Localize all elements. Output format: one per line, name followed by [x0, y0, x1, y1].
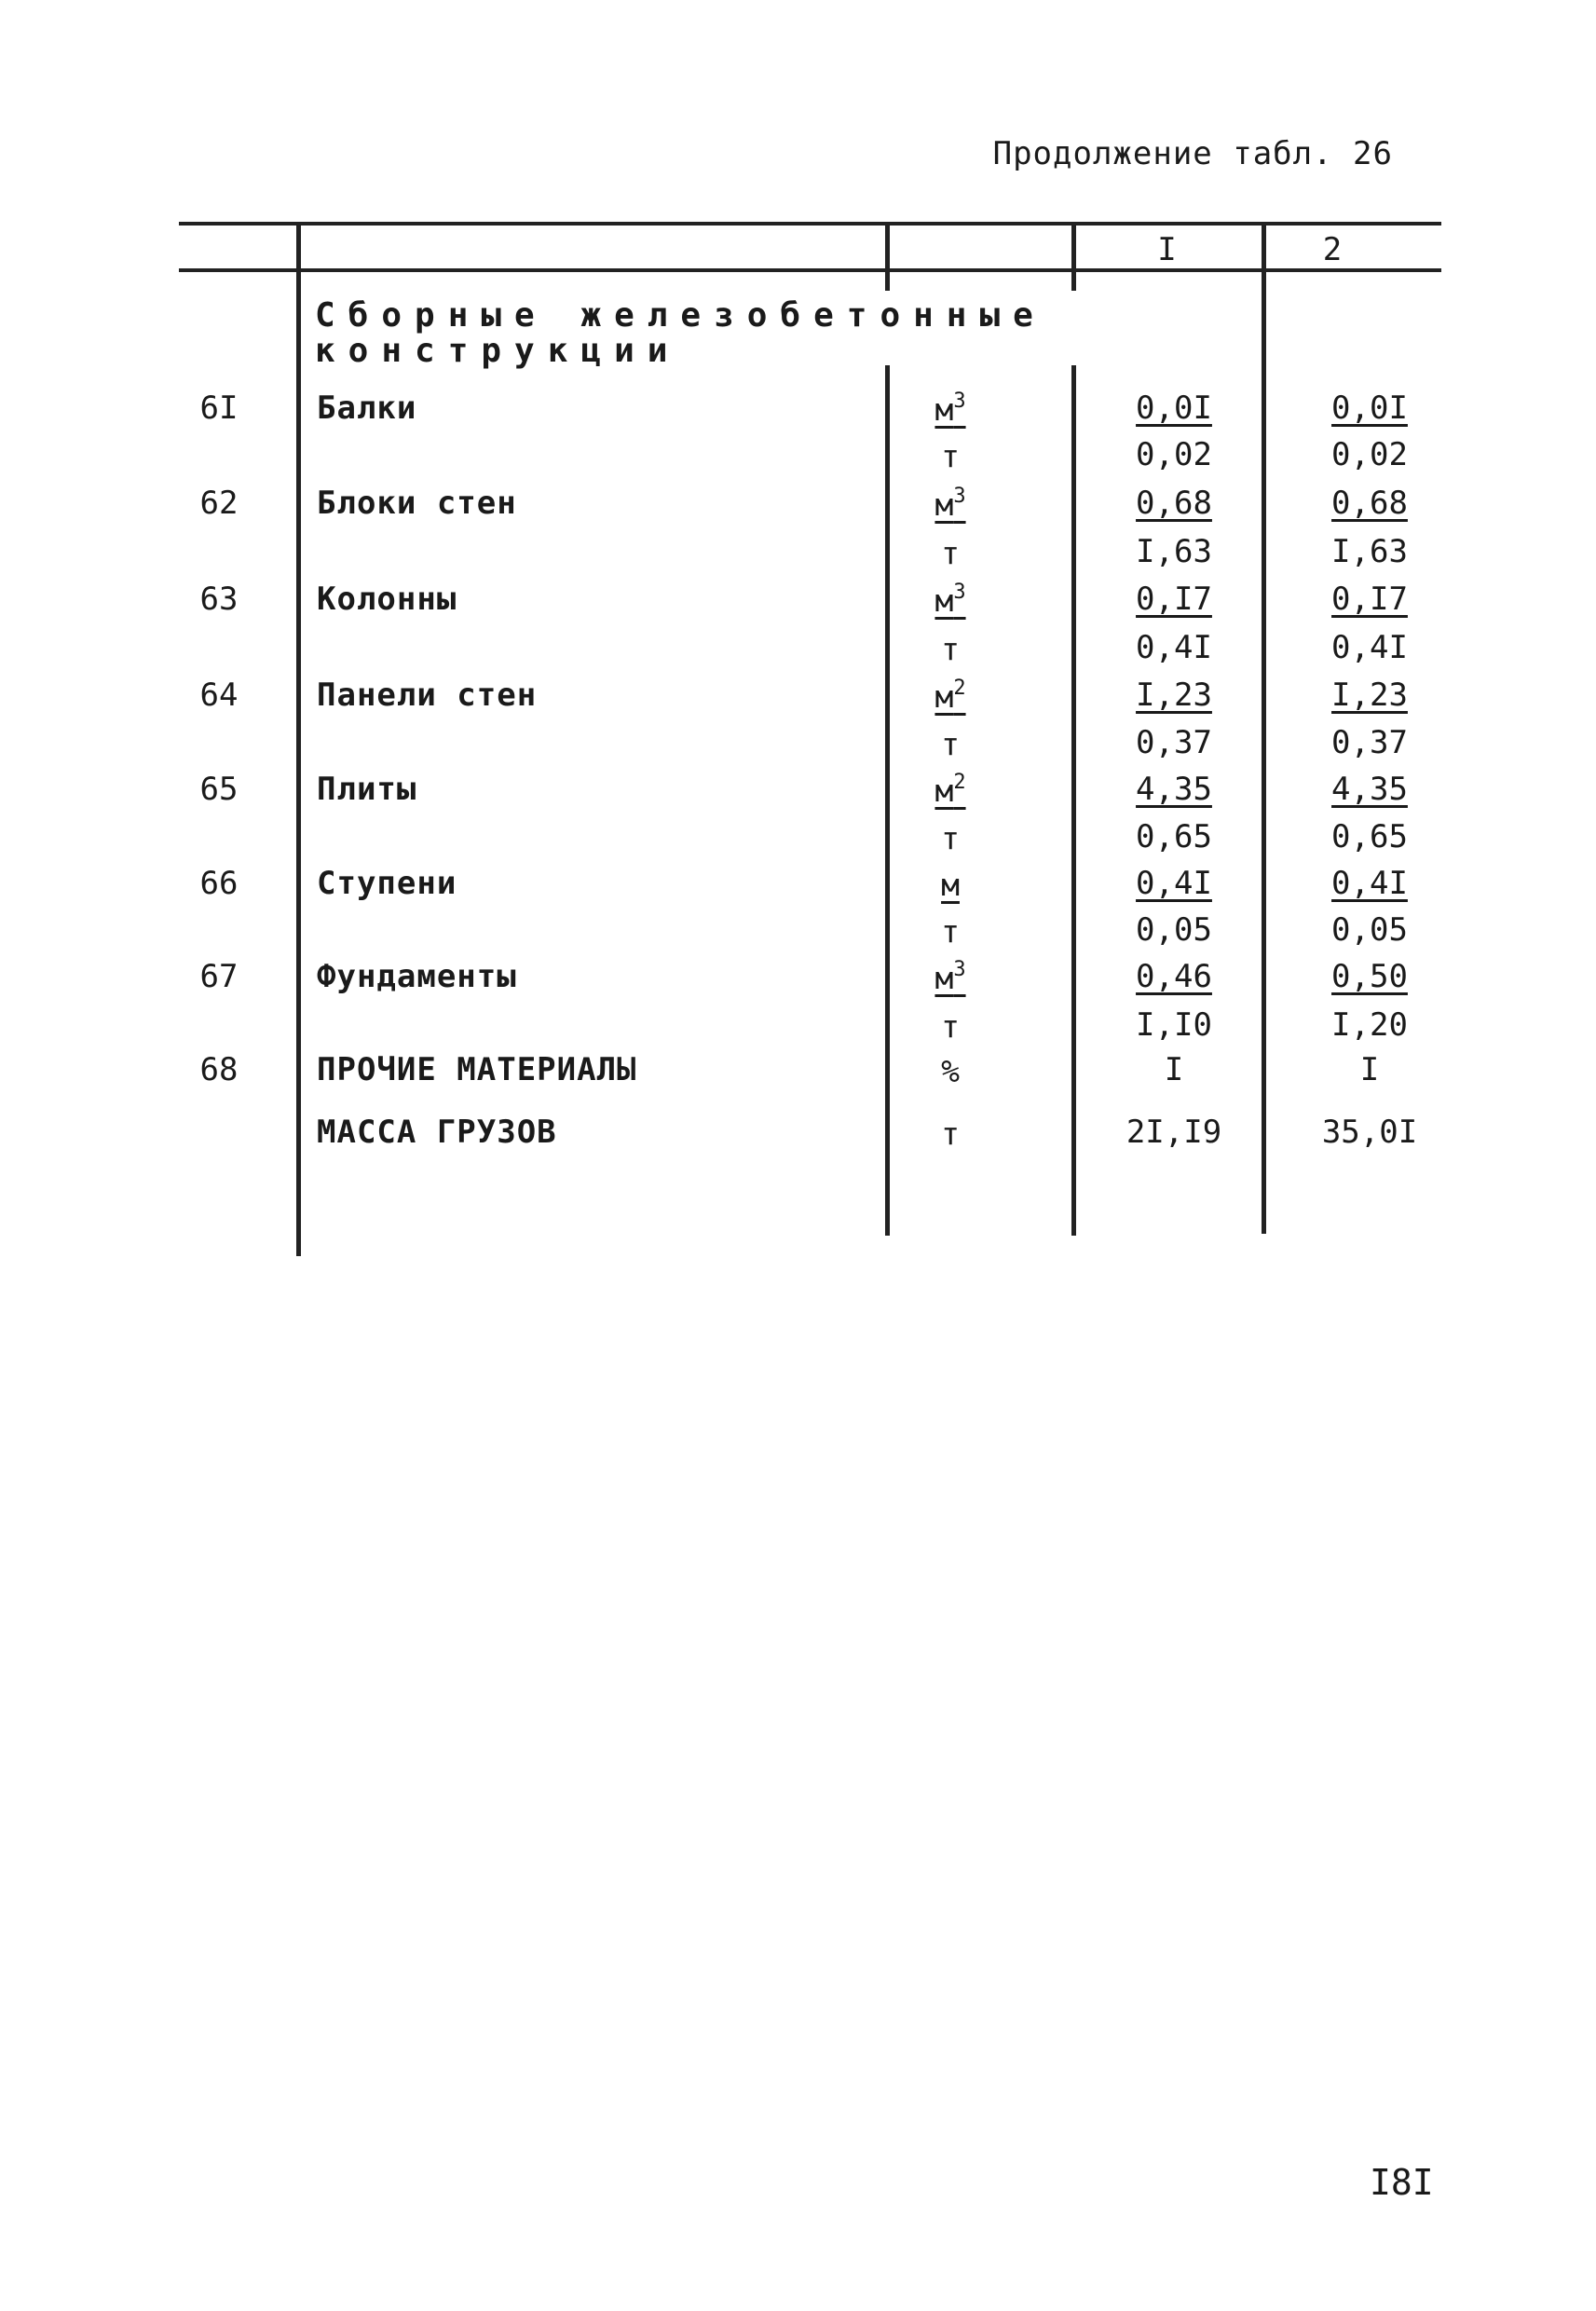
value-col-2: I,20 [1331, 1006, 1408, 1044]
value-col-1: 0,65 [1136, 818, 1212, 855]
unit-symbol: м [934, 773, 954, 809]
row-name: Блоки стен [317, 485, 517, 522]
value-col-2: I [1359, 1051, 1380, 1088]
unit-symbol: т [941, 535, 960, 571]
unit-symbol: т [941, 1008, 960, 1045]
value-col-1: I,23 [1136, 677, 1212, 714]
unit-cell [899, 726, 1002, 762]
unit-exponent: 2 [953, 771, 966, 794]
value-col-2: 0,68 [1331, 485, 1408, 522]
row-number: 63 [199, 581, 239, 618]
value-col-2: 0,50 [1331, 958, 1408, 995]
row-name: Колонны [317, 581, 457, 618]
value-col-1: 0,4I [1136, 629, 1212, 666]
row-name: Панели стен [317, 677, 538, 714]
unit-cell [899, 438, 1002, 474]
unit-symbol: т [941, 438, 960, 474]
column-divider-unit-top [885, 222, 890, 291]
value-col-1: I [1164, 1051, 1184, 1088]
unit-cell [899, 913, 1002, 950]
value-col-1: I,I0 [1136, 1006, 1212, 1044]
unit-cell [899, 678, 1002, 715]
unit-symbol: т [941, 913, 960, 950]
unit-cell [899, 631, 1002, 667]
unit-symbol: м [934, 486, 954, 523]
unit-cell [899, 582, 1002, 619]
value-col-1: 0,4I [1136, 865, 1212, 902]
value-col-2: 0,02 [1331, 436, 1408, 473]
value-col-1: 4,35 [1136, 771, 1212, 808]
row-name: Ступени [317, 865, 457, 902]
value-col-1: 0,46 [1136, 958, 1212, 995]
value-col-1: 2I,I9 [1125, 1114, 1222, 1151]
unit-symbol: м [934, 960, 954, 996]
value-col-1: I,63 [1136, 533, 1212, 570]
unit-symbol: т [941, 726, 960, 762]
row-number: 62 [199, 485, 239, 522]
unit-exponent: 3 [953, 390, 966, 413]
unit-cell [899, 1008, 1002, 1045]
row-number: 68 [199, 1051, 239, 1088]
unit-symbol: м [934, 391, 954, 428]
unit-symbol: м [934, 582, 954, 619]
value-col-1: 0,I7 [1136, 581, 1212, 618]
unit-symbol: м [941, 867, 960, 903]
column-number-1: I [1157, 231, 1177, 268]
row-name: МАССА ГРУЗОВ [317, 1114, 557, 1151]
unit-exponent: 3 [953, 958, 966, 981]
column-divider-unit [885, 365, 890, 1236]
unit-cell [899, 773, 1002, 809]
row-name: Фундаменты [317, 958, 517, 995]
row-number: 6I [199, 390, 239, 427]
value-col-1: 0,68 [1136, 485, 1212, 522]
row-number: 65 [199, 771, 239, 808]
column-number-2: 2 [1322, 231, 1343, 268]
row-name: Балки [317, 390, 417, 427]
unit-cell [899, 486, 1002, 523]
value-col-1: 0,0I [1136, 390, 1212, 427]
column-divider-col1 [1071, 365, 1076, 1236]
value-col-2: 0,4I [1331, 865, 1408, 902]
unit-exponent: 3 [953, 485, 966, 508]
page-number: I8I [1370, 2162, 1434, 2203]
unit-cell [899, 1053, 1002, 1089]
unit-exponent: 3 [953, 581, 966, 604]
table-continuation-caption: Продолжение табл. 26 [992, 135, 1393, 172]
value-col-2: 0,65 [1331, 818, 1408, 855]
section-title-line-2: конструкции [315, 332, 681, 370]
table-header-rule [179, 268, 1441, 272]
value-col-1: 0,37 [1136, 724, 1212, 761]
value-col-2: 4,35 [1331, 771, 1408, 808]
value-col-2: 0,05 [1331, 911, 1408, 949]
unit-cell [899, 391, 1002, 428]
section-title-line-1: Сборные железобетонные [315, 296, 1046, 335]
unit-symbol: т [941, 631, 960, 667]
unit-symbol: т [941, 820, 960, 856]
unit-cell [899, 960, 1002, 996]
value-col-2: 0,0I [1331, 390, 1408, 427]
unit-cell [899, 867, 1002, 903]
value-col-2: 35,0I [1321, 1114, 1418, 1151]
row-number: 66 [199, 865, 239, 902]
unit-exponent: 2 [953, 677, 966, 700]
row-name: ПРОЧИЕ МАТЕРИАЛЫ [317, 1051, 637, 1088]
row-number: 67 [199, 958, 239, 995]
unit-symbol: т [941, 1115, 960, 1152]
value-col-2: I,63 [1331, 533, 1408, 570]
value-col-2: 0,I7 [1331, 581, 1408, 618]
unit-cell [899, 1115, 1002, 1152]
unit-symbol: % [941, 1053, 960, 1089]
value-col-1: 0,05 [1136, 911, 1212, 949]
row-number: 64 [199, 677, 239, 714]
row-name: Плиты [317, 771, 417, 808]
value-col-1: 0,02 [1136, 436, 1212, 473]
value-col-2: 0,4I [1331, 629, 1408, 666]
unit-symbol: м [934, 678, 954, 715]
unit-cell [899, 820, 1002, 856]
unit-cell [899, 535, 1002, 571]
table-top-rule [179, 222, 1441, 226]
value-col-2: 0,37 [1331, 724, 1408, 761]
column-divider-name [296, 222, 301, 1256]
value-col-2: I,23 [1331, 677, 1408, 714]
